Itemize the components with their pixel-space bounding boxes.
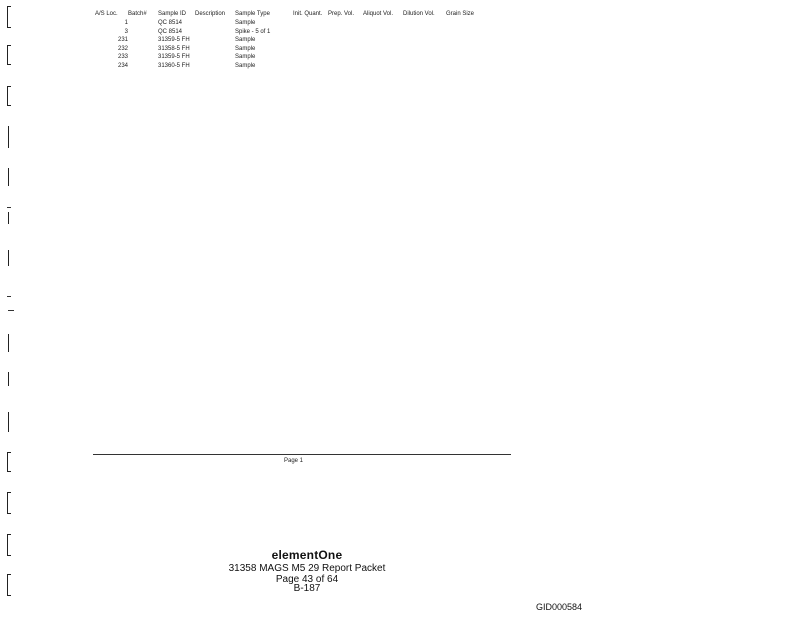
column-header: Batch# [128,11,147,18]
page-rule [93,454,511,455]
scan-edge-mark [7,452,11,472]
document-id: GID000584 [536,602,583,612]
scan-edge-mark [8,310,14,311]
page-label: Page 1 [284,458,304,464]
sample-type-cell: Sample [235,20,256,26]
scan-edge-mark [8,334,10,352]
sample-type-cell: Spike - 5 of 1 [235,28,271,35]
sample-type-cell: Sample [235,37,256,43]
als-loc-cell: 232 [117,45,128,52]
sample-type-cell: Sample [235,45,256,52]
sample-id-cell: 31360-5 FH [158,62,190,69]
scan-edge-mark [7,86,11,106]
column-header: A/S Loc. [95,11,118,18]
sample-type-cell: Sample [235,54,256,60]
scan-edge-mark [8,168,10,186]
scan-edge-mark [7,296,11,297]
als-loc-cell: 231 [117,37,128,43]
sample-id-cell: 31358-5 FH [158,45,190,52]
column-header: Init. Quant. [293,11,323,18]
column-header: Grain Size [446,11,475,18]
table-row [95,62,496,71]
scan-edge-mark [8,126,10,148]
sample-id-cell: 31359-5 FH [158,37,190,43]
bates-number: B-187 [293,583,321,594]
als-loc-cell: 1 [124,20,128,26]
brand-name: elementOne [271,548,343,562]
scan-edge-mark [8,212,10,224]
scan-edge-mark [7,6,11,28]
column-header: Sample Type [235,11,270,18]
als-loc-cell: 234 [117,62,128,69]
table-row [95,53,496,62]
als-loc-cell: 233 [117,54,128,60]
sample-id-cell: QC 8514 [158,28,183,35]
column-header: Description [195,11,226,18]
report-footer [200,548,414,593]
scan-edge-mark [8,412,10,432]
scan-edge-mark [7,574,11,596]
table-row [95,45,496,54]
sample-id-cell: 31359-5 FH [158,54,190,60]
column-header: Dilution Vol. [403,11,435,18]
packet-title: 31358 MAGS M5 29 Report Packet [228,563,386,574]
scan-edge-mark [8,372,10,386]
sample-id-cell: QC 8514 [158,20,183,26]
column-header: Sample ID [158,11,187,18]
als-loc-cell: 3 [124,28,128,35]
table-header-row [95,10,496,19]
sample-table [95,10,496,70]
page-number: Page 43 of 64 [275,574,339,585]
table-row [95,36,496,45]
scan-edge-mark [8,250,10,266]
scan-edge-mark [7,492,11,514]
scan-edge-mark [7,207,11,208]
scan-edge-mark [7,534,11,556]
table-row [95,19,496,28]
column-header: Aliquot Vol. [363,11,394,18]
column-header: Prep. Vol. [328,11,355,18]
sample-type-cell: Sample [235,62,256,69]
table-row [95,28,496,37]
scan-edge-mark [7,45,11,65]
